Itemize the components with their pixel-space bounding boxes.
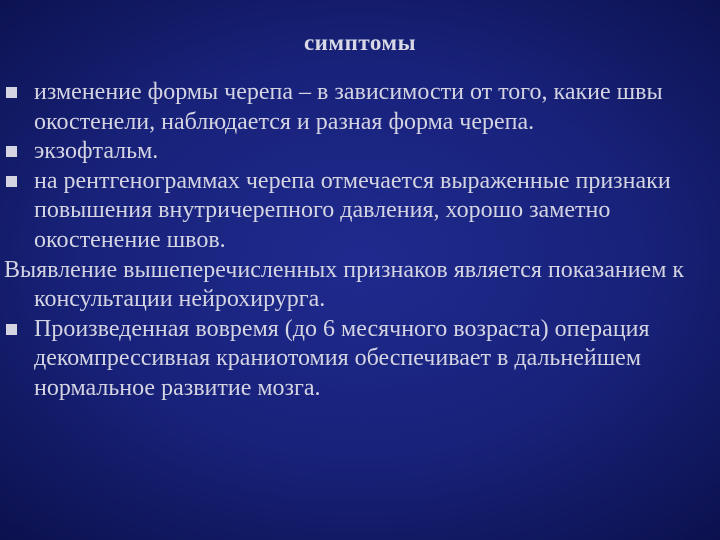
square-bullet-icon: [6, 324, 17, 335]
square-bullet-icon: [6, 176, 17, 187]
slide-body: [0, 78, 720, 404]
bullet-item-surgery: [0, 315, 720, 404]
bullet-item-skull-shape: [0, 78, 720, 137]
slide-title: симптомы: [303, 30, 417, 55]
square-bullet-icon: [6, 87, 17, 98]
paragraph-consultation: [0, 256, 720, 315]
bullet-item-exophthalmos: [0, 137, 720, 167]
bullet-text: изменение формы черепа – в зависимости от того, какие швы окостенели, наблюдается и разная форма черепа.: [34, 79, 663, 135]
bullet-text: экзофтальм.: [34, 138, 159, 165]
square-bullet-icon: [6, 146, 17, 157]
bullet-item-xray: [0, 167, 720, 256]
bullet-text: на рентгенограммах черепа отмечается выраженные признаки повышения внутричерепного давления, хорошо заметно окостенение швов.: [34, 167, 671, 253]
bullet-text: Произведенная вовремя (до 6 месячного возраста) операция декомпрессивная краниотомия обеспечивает в дальнейшем нормальное развитие мозга.: [34, 315, 650, 401]
paragraph-text: Выявление вышеперечисленных признаков является показанием к консультации нейрохирурга.: [4, 256, 685, 313]
